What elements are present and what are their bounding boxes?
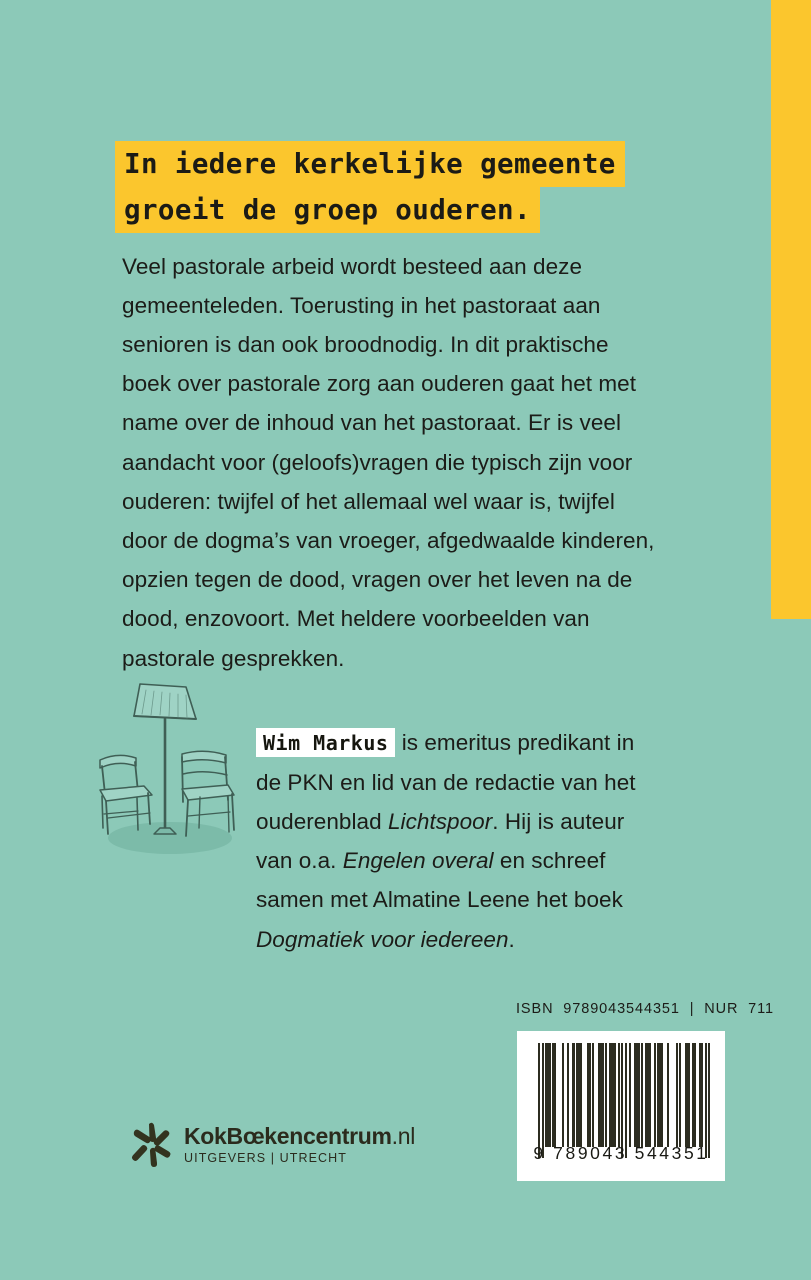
spine-accent-strip — [771, 0, 811, 619]
bio-title-dogmatiek: Dogmatiek voor iedereen — [256, 926, 509, 952]
publisher-name-tld: .nl — [391, 1122, 416, 1149]
publisher-name — [184, 1123, 415, 1149]
bio-title-engelen-overal: Engelen overal — [342, 848, 494, 874]
barcode — [517, 1031, 725, 1181]
publisher-subtitle: UITGEVERS | UTRECHT — [184, 1150, 348, 1165]
headline — [115, 141, 715, 233]
publisher-name-main: KokBœkencentrum — [184, 1122, 392, 1149]
bio-text-part-4: . — [508, 926, 515, 952]
author-bio — [256, 723, 656, 959]
headline-line-2: groeit de groep ouderen. — [115, 187, 540, 233]
bio-text-part-1: is emeritus predikant in de PKN en lid van de redactie van het ouderenblad — [256, 729, 636, 834]
publisher-logo — [128, 1118, 415, 1170]
asterisk-brush-mark-icon — [128, 1118, 174, 1170]
bio-title-lichtspoor: Lichtspoor — [387, 808, 493, 834]
isbn-line: ISBN 9789043544351 | NUR 711 — [516, 1001, 775, 1017]
blurb-paragraph: Veel pastorale arbeid wordt besteed aan deze gemeenteleden. Toerusting in het pastoraat aan senioren is dan ook broodnodig. In dit praktische boek over pastorale zorg aan ouderen gaat het met name over de inhoud van het pastoraat. Er is veel aandacht voor (geloofs)vragen die typisch zijn voor ouderen: twijfel of het allemaal wel waar is, twijfel door de dogma’s van vroeger, afgedwaalde kinderen, opzien tegen de dood, vragen over het leven na de dood, enzovoort. Met heldere voorbeelden van pastorale gesprekken. — [122, 253, 655, 671]
barcode-bars — [538, 1043, 710, 1147]
bio-text-part-2: . Hij is auteur van o.a. — [256, 808, 625, 874]
author-name-chip: Wim Markus — [256, 728, 395, 757]
publisher-text — [184, 1123, 415, 1166]
barcode-digits: 9 789043 544351 — [533, 1143, 709, 1163]
two-chairs-lamp-illustration — [82, 662, 252, 862]
bio-text-part-3: en schreef samen met Almatine Leene het boek — [256, 848, 623, 913]
headline-line-1: In iedere kerkelijke gemeente — [115, 141, 625, 187]
